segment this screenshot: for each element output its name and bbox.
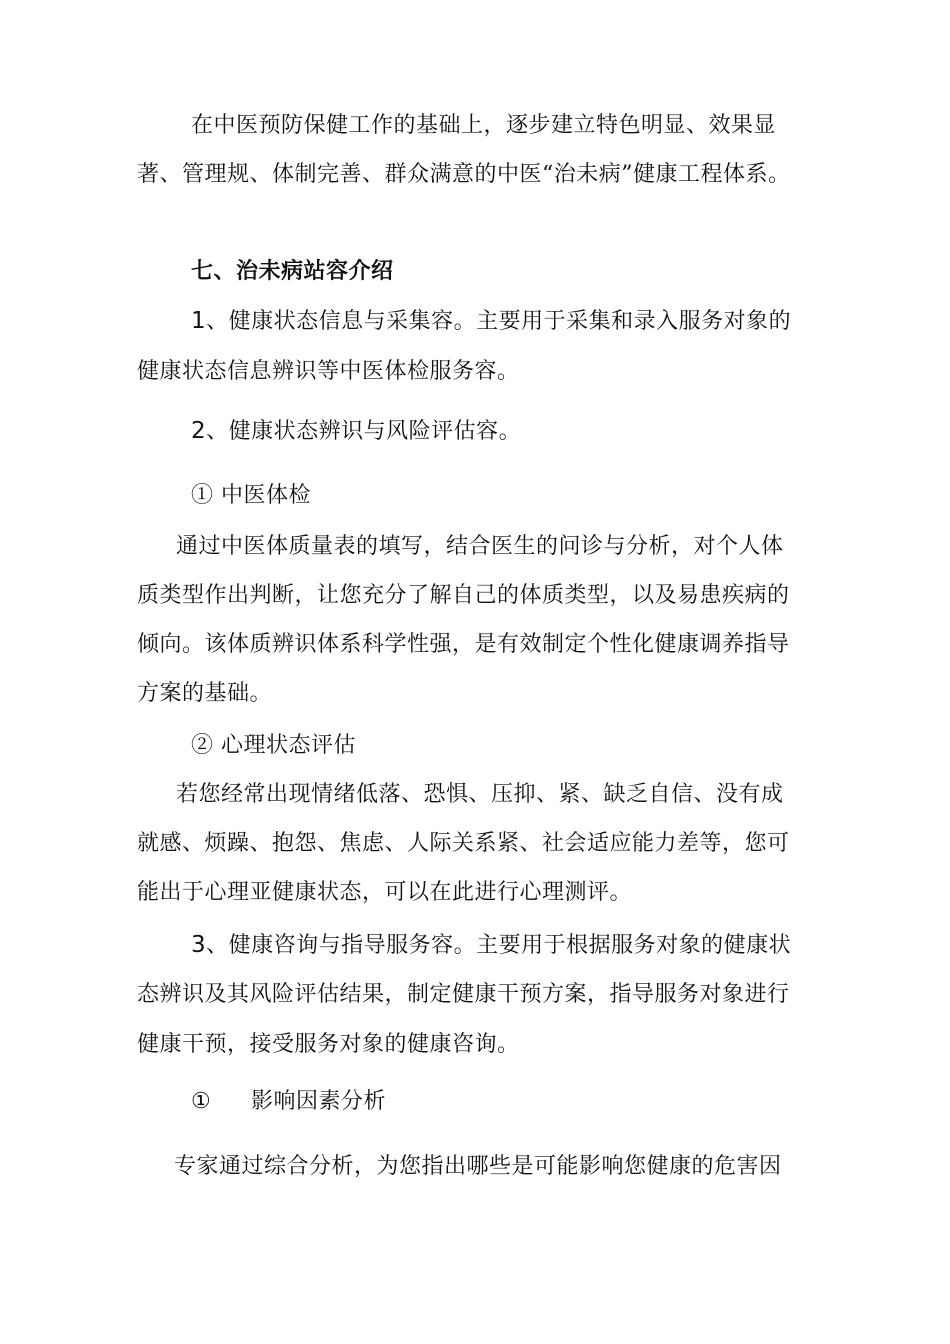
paragraph-tcm-line-4: 方案的基础。 (137, 681, 273, 706)
paragraph-psych-line-3: 能出于心理亚健康状态，可以在此进行心理测评。 (137, 880, 633, 905)
item-3-number: 3 (191, 932, 207, 958)
item-1-line-2: 健康状态信息辨识等中医体检服务容。 (137, 359, 520, 384)
subheading-psych-eval: ② 心理状态评估 (191, 733, 356, 758)
item-1-number: 1 (191, 308, 207, 334)
paragraph-tcm-line-2: 质类型作出判断，让您充分了解自己的体质类型，以及易患疾病的 (137, 583, 790, 608)
subheading-factor-marker: ① (191, 1089, 212, 1114)
paragraph-tcm-line-1: 通过中医体质量表的填写，结合医生的问诊与分析，对个人体 (176, 534, 784, 559)
paragraph-psych-line-2: 就感、烦躁、抱怨、焦虑、人际关系紧、社会适应能力差等，您可 (137, 831, 790, 856)
item-3-line-2: 态辨识及其风险评估结果，制定健康干预方案，指导服务对象进行 (137, 982, 790, 1007)
subheading-tcm-exam: ① 中医体检 (191, 483, 311, 508)
item-3-line-1 (191, 930, 791, 961)
item-3-text: 、健康咨询与指导服务容。主要用于根据服务对象的健康状 (206, 933, 792, 958)
item-3-line-3: 健康干预，接受服务对象的健康咨询。 (137, 1032, 520, 1057)
item-1-line-1 (191, 306, 791, 337)
item-2-number: 2 (191, 418, 207, 444)
subheading-factor-analysis: 影响因素分析 (251, 1089, 387, 1114)
paragraph-intro-line-1: 在中医预防保健工作的基础上，逐步建立特色明显、效果显 (191, 113, 777, 138)
paragraph-last-line-1: 专家通过综合分析，为您指出哪些是可能影响您健康的危害因 (174, 1154, 782, 1179)
paragraph-tcm-line-3: 倾向。该体质辨识体系科学性强，是有效制定个性化健康调养指导 (137, 632, 790, 657)
paragraph-intro-line-2: 著、管理规、体制完善、群众满意的中医“治未病”健康工程体系。 (137, 162, 791, 187)
item-2-line-1 (191, 416, 521, 447)
section-heading: 七、治未病站容介绍 (191, 259, 394, 284)
item-1-text: 、健康状态信息与采集容。主要用于采集和录入服务对象的 (206, 309, 792, 334)
paragraph-psych-line-1: 若您经常出现情绪低落、恐惧、压抑、紧、缺乏自信、没有成 (176, 782, 784, 807)
item-2-text: 、健康状态辨识与风险评估容。 (206, 419, 522, 444)
